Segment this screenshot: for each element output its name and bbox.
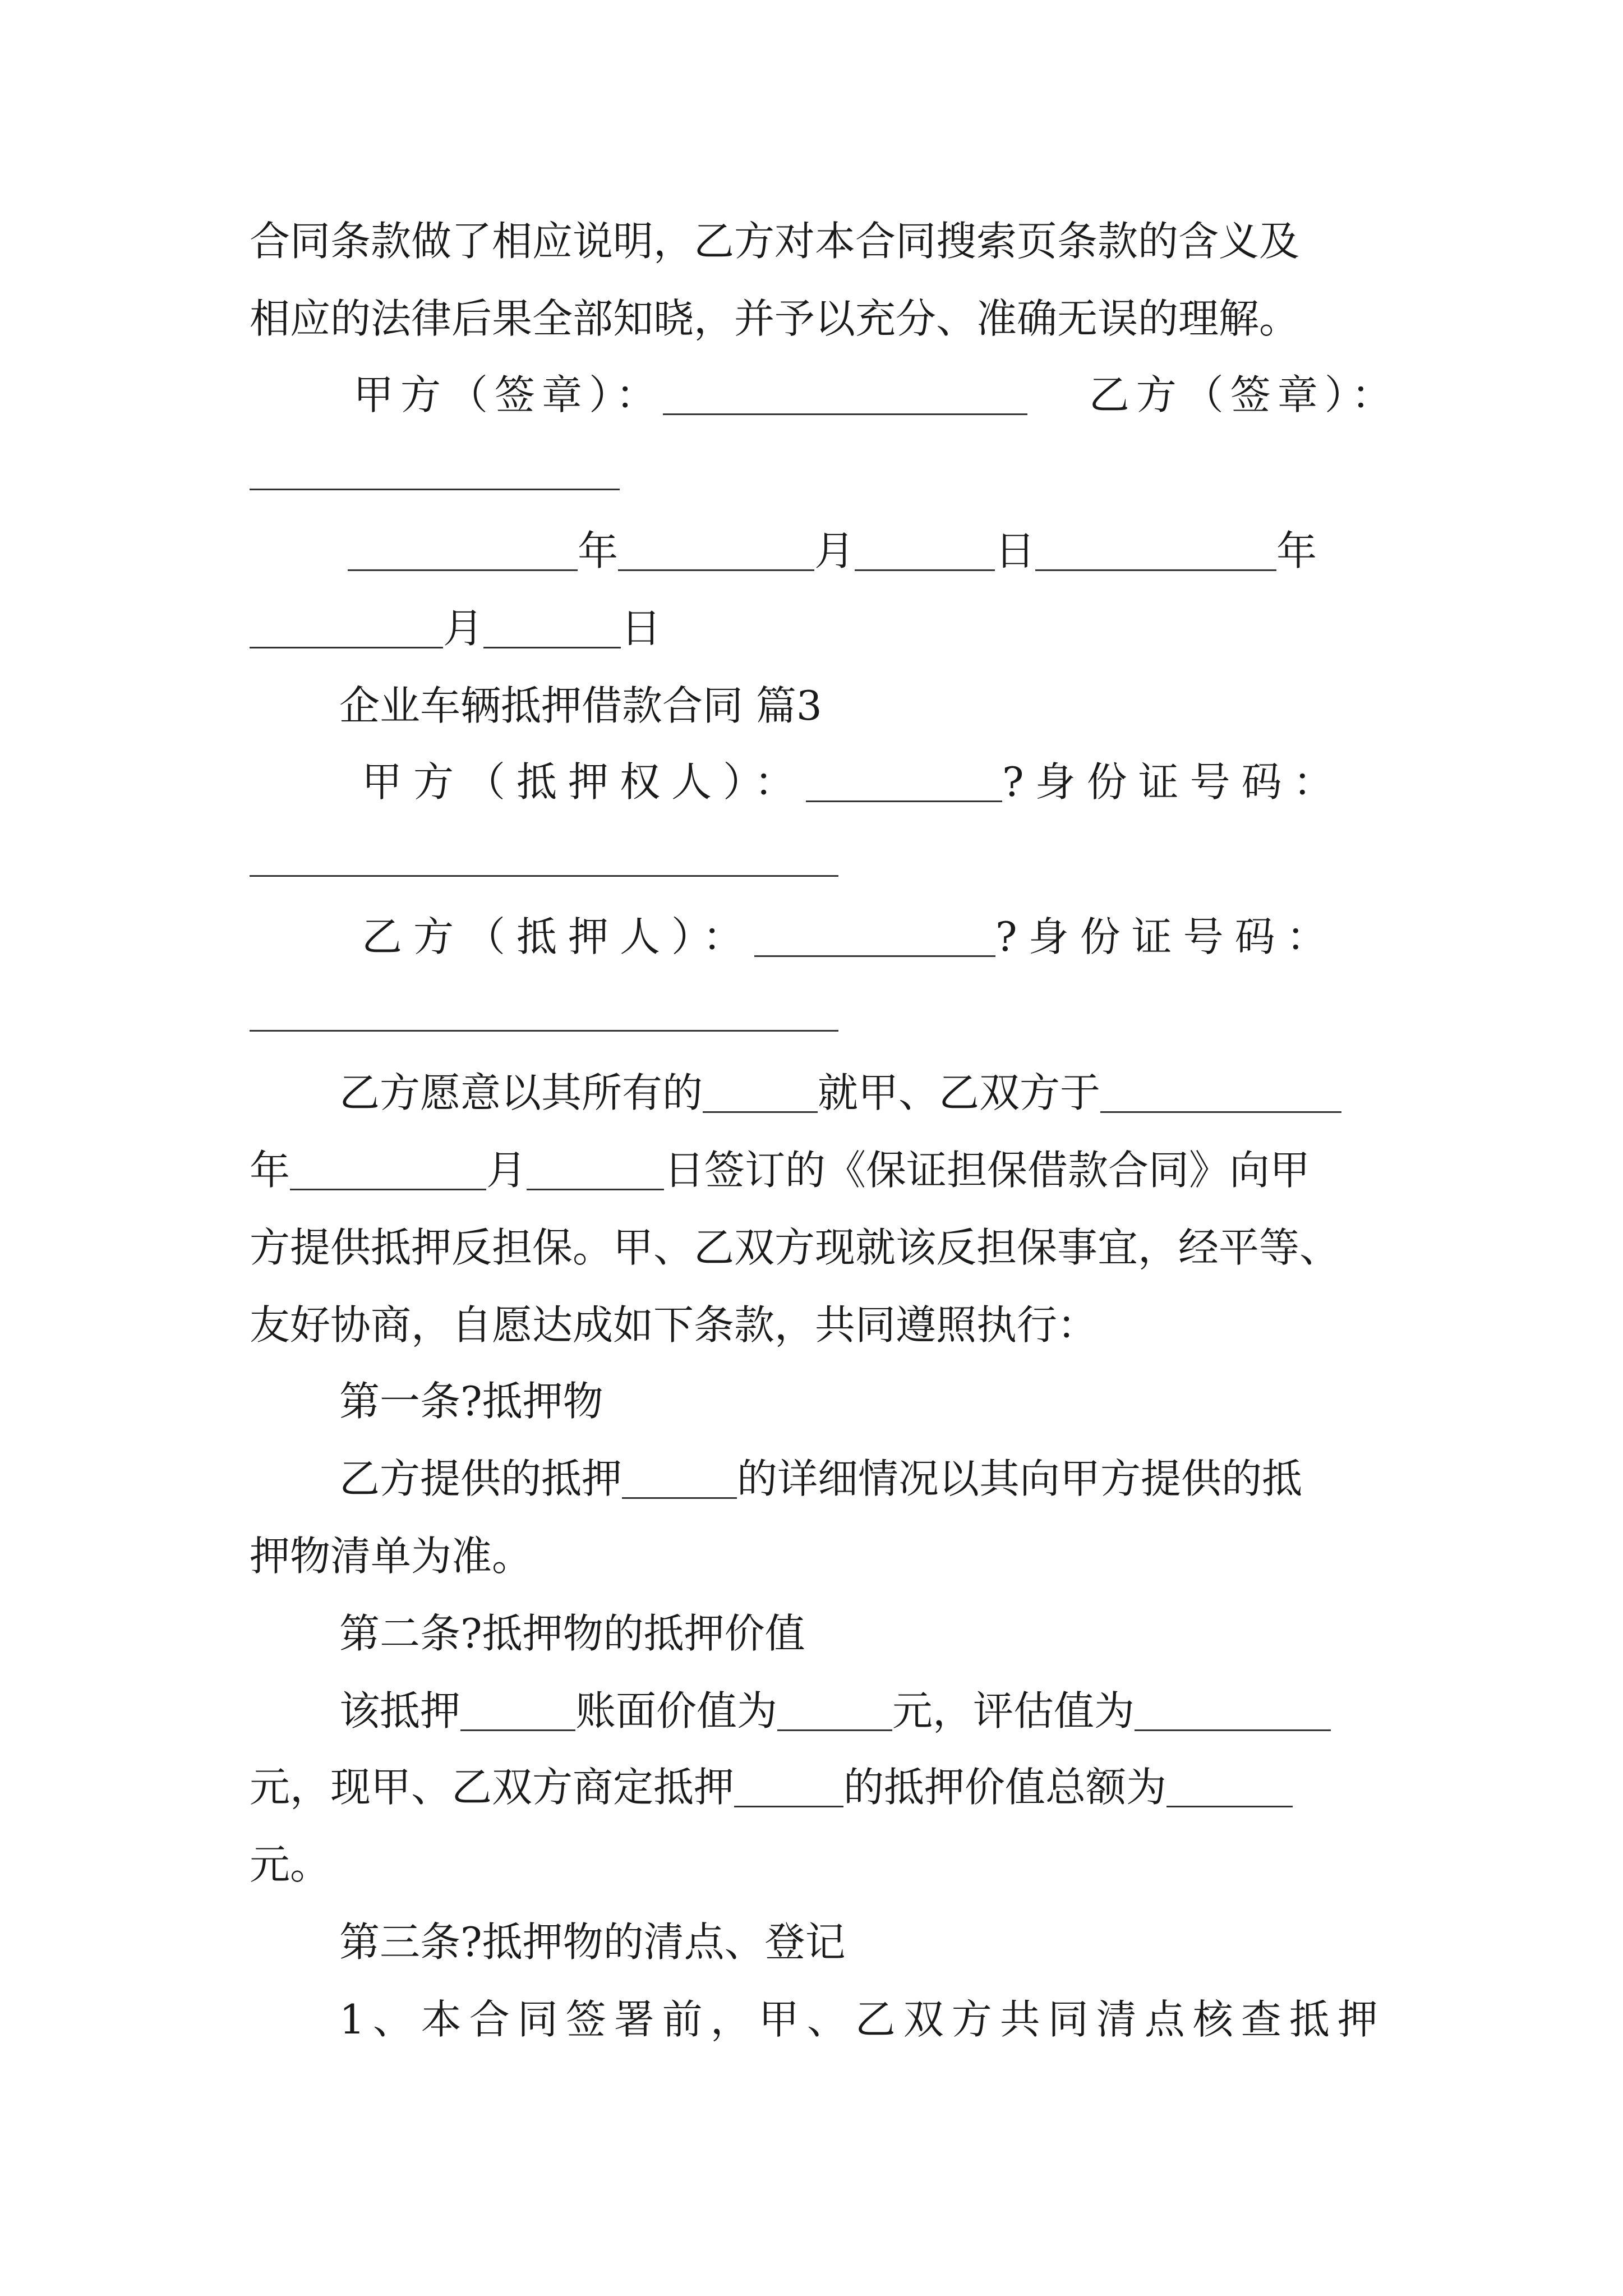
collateral-blank: [703, 1073, 818, 1113]
paragraph-line: 友好协商，自愿达成如下条款，共同遵照执行：: [250, 1301, 1098, 1349]
party-b-signature-label: 乙方（签章）：: [1089, 371, 1399, 418]
year-label: 年: [578, 527, 619, 574]
section-title: 企业车辆抵押借款合同 篇3: [339, 682, 822, 729]
month-label: 月: [443, 605, 484, 652]
paragraph-line: 合同条款做了相应说明，乙方对本合同搜索页条款的含义及: [250, 218, 1300, 265]
article-title: 第三条?抵押物的清点、登记: [339, 1918, 846, 1966]
signature-row: [353, 371, 1399, 418]
party-a-row: [362, 758, 1366, 806]
day-label: 日: [621, 605, 662, 652]
date-row: [348, 527, 1380, 574]
collateral-blank: [460, 1691, 575, 1731]
total-value-blank: [1166, 1768, 1293, 1807]
paragraph-line: 方提供抵押反担保。甲、乙双方现就该反担保事宜，经平等、: [250, 1224, 1340, 1271]
paragraph-line: 元，现甲、乙双方商定抵押 的抵押价值总额为: [250, 1767, 1388, 1807]
collateral-blank: [622, 1459, 737, 1499]
paragraph-line: 元。: [250, 1841, 331, 1888]
appraised-value-blank: [1135, 1691, 1331, 1731]
collateral-blank: [734, 1768, 843, 1807]
paragraph-line: 乙方提供的抵押 的详细情况以其向甲方提供的抵: [339, 1455, 1303, 1502]
paragraph-line: 年 月 日签订的《保证担保借款合同》向甲: [250, 1147, 1311, 1194]
paragraph-line: 押物清单为准。: [250, 1533, 533, 1580]
year-label: 年: [1276, 527, 1317, 574]
paragraph-line: 相应的法律后果全部知晓，并予以充分、准确无误的理解。: [250, 295, 1300, 342]
month-blank: [290, 1151, 486, 1190]
article-title: 第一条?抵押物: [339, 1378, 603, 1425]
book-value-blank: [777, 1691, 892, 1731]
year-blank: [1035, 531, 1276, 571]
party-b-id-label: ?身份证号码：: [995, 913, 1338, 960]
party-b-name-blank: [754, 917, 995, 957]
party-a-signature-label: 甲方（签章）：: [353, 371, 663, 418]
party-a-id-label: ?身份证号码：: [1002, 758, 1345, 806]
day-blank: [855, 531, 995, 571]
year-blank: [1100, 1073, 1341, 1113]
day-blank: [527, 1151, 664, 1190]
paragraph-line: 该抵押 账面价值为 元，评估值为: [339, 1691, 1388, 1731]
party-a-id-blank: [250, 875, 838, 877]
party-b-row: [362, 913, 1366, 960]
party-b-id-blank: [250, 1030, 838, 1032]
party-b-signature-blank: [250, 489, 620, 490]
party-a-label: 甲方（抵押权人）：: [362, 758, 806, 806]
month-blank: [250, 609, 443, 648]
year-blank: [348, 531, 578, 571]
party-b-label: 乙方（抵押人）：: [362, 913, 755, 960]
party-a-name-blank: [806, 762, 1002, 802]
month-blank: [618, 531, 814, 571]
article-title: 第二条?抵押物的抵押价值: [339, 1610, 805, 1657]
date-row: [250, 605, 1388, 652]
paragraph-line: 1、本合同签署前，甲、乙双方共同清点核查抵押: [339, 1996, 1386, 2043]
month-label: 月: [814, 527, 855, 574]
day-label: 日: [995, 527, 1036, 574]
day-blank: [483, 609, 621, 648]
party-a-signature-blank: [663, 375, 1027, 415]
paragraph-line: 乙方愿意以其所有的 就甲、乙双方于: [339, 1073, 1388, 1113]
